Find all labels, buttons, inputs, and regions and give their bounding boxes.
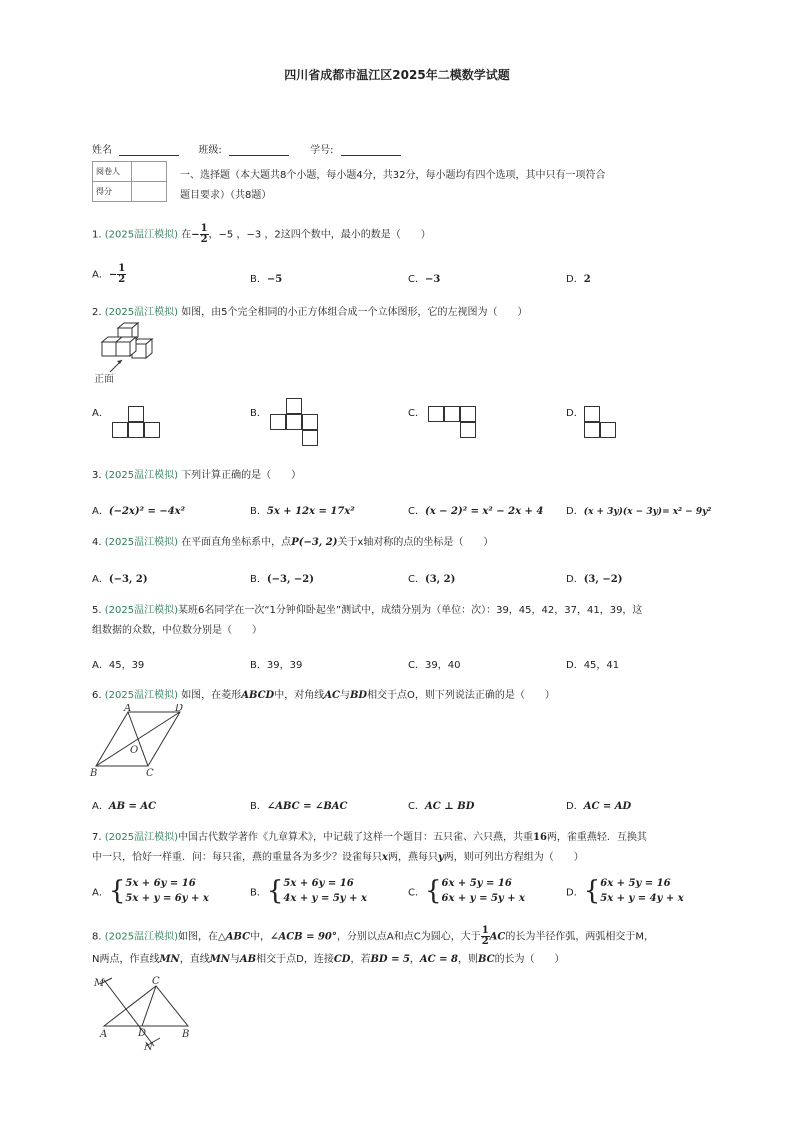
- q1-rest: ，−5 ，−3 ，2这四个数中，最小的数是（ ）: [208, 229, 431, 241]
- q4-option-d[interactable]: [566, 570, 622, 585]
- q1-c-label: C．: [408, 274, 425, 285]
- q2-text: 如图，由5个完全相同的小正方体组合成一个立体图形，它的左视图为（ ）: [181, 307, 528, 318]
- q4-point: P(−3, 2): [291, 537, 338, 548]
- q8-line2-m1: ，直线: [179, 953, 210, 965]
- q8-line2-m4: ，若: [350, 953, 371, 965]
- q7-b-label: B．: [250, 887, 267, 899]
- q3-a-expr: (−2x)² = −4x²: [108, 506, 186, 517]
- q2-b-grid: [270, 398, 322, 448]
- q8-label-b: B: [182, 1029, 190, 1040]
- q6-post: 相交于点O，则下列说法正确的是（ ）: [367, 690, 555, 701]
- q1-frac-den: 2: [200, 234, 208, 245]
- q1-b-label: B．: [250, 274, 267, 285]
- q7-x: x: [382, 852, 388, 863]
- q1-option-b[interactable]: [250, 270, 282, 285]
- q8-mid1: 中，: [250, 931, 271, 943]
- q3-option-d[interactable]: [566, 502, 711, 517]
- q2-a-label: A．: [92, 408, 109, 419]
- id-label: 学号:: [310, 145, 334, 156]
- q8-number: 8.: [92, 931, 102, 943]
- question-5: [92, 601, 642, 641]
- q2-c-grid: [428, 406, 480, 440]
- q7-a-label: A．: [92, 887, 109, 899]
- q7-d-eq2: 5x + y = 4y + x: [600, 893, 684, 904]
- student-info: [92, 141, 401, 156]
- q6-option-c[interactable]: [408, 797, 474, 812]
- q6-d-expr: AC = AD: [583, 801, 632, 812]
- q6-a-expr: AB = AC: [108, 801, 157, 812]
- q4-a-value: (−3, 2): [108, 574, 148, 585]
- q6-b-label: B．: [250, 801, 267, 812]
- q1-option-d[interactable]: [566, 270, 591, 285]
- q6-rhombus-figure: [88, 704, 198, 778]
- q6-label-a: A: [124, 704, 132, 714]
- q8-line2-m5: ，: [409, 953, 420, 965]
- q4-option-b[interactable]: [250, 570, 314, 585]
- reviewer-label: 阅卷人: [93, 162, 132, 182]
- q4-c-value: (3, 2): [424, 574, 456, 585]
- q8-frac-den: 2: [481, 936, 489, 947]
- q6-shape: ABCD: [241, 690, 275, 701]
- q8-cd: CD: [333, 953, 351, 965]
- class-blank[interactable]: [229, 145, 289, 156]
- q3-d-expr: (x + 3y)(x − 3y)= x² − 9y²: [583, 507, 712, 517]
- score-label: 得分: [93, 182, 132, 202]
- q6-mid2: 与: [339, 690, 350, 701]
- q4-b-value: (−3, −2): [266, 574, 314, 585]
- q6-label-b: B: [90, 768, 98, 778]
- q1-option-a[interactable]: [92, 264, 126, 285]
- q8-abc: ABC: [225, 931, 251, 943]
- q6-c-expr: AC ⊥ BD: [424, 801, 475, 812]
- q2-c-label: C．: [408, 408, 425, 419]
- q8-line2-post: 的长为（ ）: [494, 953, 565, 965]
- page-title: 四川省成都市温江区2025年二模数学试题: [284, 68, 510, 82]
- q8-label-a: A: [100, 1029, 108, 1040]
- q7-a-eq2: 5x + y = 6y + x: [125, 893, 209, 904]
- q5-option-b[interactable]: B．39，39: [250, 660, 303, 671]
- q7-number: 7.: [92, 832, 102, 843]
- q5-line-2: 组数据的众数，中位数分别是（ ）: [92, 625, 262, 636]
- q7-a-eq1: 5x + 6y = 16: [125, 878, 196, 889]
- q1-number: 1.: [92, 229, 102, 241]
- q7-line1-pre: 中国古代数学著作《九章算术》，中记载了这样一个题目：五只雀、六只燕，共重: [178, 832, 533, 843]
- q3-c-expr: (x − 2)² = x² − 2x + 4: [424, 506, 544, 517]
- question-1: [92, 224, 431, 246]
- q6-option-b[interactable]: [250, 797, 348, 812]
- q6-a-label: A．: [92, 801, 109, 812]
- q8-ac: AC: [489, 931, 506, 943]
- name-label: 姓名: [92, 145, 112, 156]
- q1-a-num: 1: [118, 263, 126, 274]
- q3-c-label: C．: [408, 506, 425, 517]
- q1-b-value: −5: [266, 274, 283, 285]
- q4-c-label: C．: [408, 574, 425, 585]
- q1-a-fraction: [117, 264, 126, 285]
- q6-d-label: D．: [566, 801, 584, 812]
- q4-option-c[interactable]: [408, 570, 455, 585]
- q2-option-d[interactable]: [566, 404, 584, 419]
- q6-label-o: O: [130, 745, 139, 756]
- q7-line2-post: 两，则可列出方程组为（ ）: [443, 852, 584, 863]
- q4-b-label: B．: [250, 574, 267, 585]
- q6-b-expr: ∠ABC = ∠BAC: [266, 801, 348, 812]
- q3-option-a[interactable]: [92, 502, 185, 517]
- score-table: [92, 161, 167, 202]
- q8-label-m: M: [94, 978, 105, 989]
- q2-d-grid: [584, 406, 618, 440]
- q8-mn2: MN: [209, 953, 230, 965]
- q5-option-d[interactable]: D．45，41: [566, 660, 620, 671]
- q1-c-value: −3: [424, 274, 441, 285]
- q2-b-label: B．: [250, 408, 267, 419]
- q5-source: (2025温江模拟): [104, 605, 178, 616]
- q7-c-eq2: 6x + y = 5y + x: [441, 893, 526, 904]
- q5-line-1: 某班6名同学在一次“1分钟仰卧起坐”测试中，成绩分别为（单位：次）：39，45，42，37，41，39，这: [178, 605, 643, 616]
- q7-line1-post: 两，雀重燕轻．互换其: [546, 832, 647, 843]
- q7-c-eq1: 6x + 5y = 16: [441, 878, 512, 889]
- q8-frac-num: 1: [481, 925, 489, 936]
- q3-a-label: A．: [92, 506, 109, 517]
- q6-option-d[interactable]: [566, 797, 631, 812]
- q4-a-label: A．: [92, 574, 109, 585]
- q6-c-label: C．: [408, 801, 425, 812]
- q7-line2-mid: 两，燕每只: [387, 852, 438, 863]
- q8-bd: BD = 5: [370, 953, 410, 965]
- q8-mid2: ，分别以点A和点C为圆心，大于: [336, 931, 481, 943]
- q4-source: (2025温江模拟): [104, 537, 178, 548]
- q4-option-a[interactable]: [92, 570, 148, 585]
- reviewer-cell: [132, 162, 167, 182]
- question-4: [92, 533, 493, 553]
- q7-source: (2025温江模拟): [104, 832, 178, 843]
- q6-mid1: 中，对角线: [274, 690, 325, 701]
- q1-a-neg: −: [108, 269, 118, 281]
- q8-line2-m3: 相交于点D，连接: [256, 953, 334, 965]
- q1-neg: −: [191, 229, 200, 241]
- q8-angle: ∠ACB = 90°: [270, 931, 337, 943]
- q8-line2-m6: ，则: [457, 953, 478, 965]
- q3-b-label: B．: [250, 506, 267, 517]
- question-3: [92, 466, 301, 486]
- q2-option-a[interactable]: [92, 404, 109, 419]
- q2-d-label: D．: [566, 408, 584, 419]
- q3-option-c[interactable]: [408, 502, 543, 517]
- q5-option-c[interactable]: C．39，40: [408, 660, 461, 671]
- q6-label-c: C: [146, 768, 154, 778]
- q7-b-eq2: 4x + y = 5y + x: [283, 893, 367, 904]
- q8-bc: BC: [477, 953, 495, 965]
- q7-option-c[interactable]: C．{ 6x + 5y = 16 6x + y = 5y + x: [408, 876, 526, 906]
- q8-line2-pre: N两点，作直线: [92, 953, 160, 965]
- section-heading: [180, 166, 605, 206]
- q1-a-label: A．: [92, 269, 109, 281]
- q5-option-a[interactable]: A．45，39: [92, 660, 145, 671]
- question-6: [92, 686, 555, 706]
- q3-number: 3.: [92, 470, 102, 481]
- q3-text: 下列计算正确的是（ ）: [181, 470, 302, 481]
- q6-label-d: D: [175, 704, 184, 714]
- q7-option-a[interactable]: A．{ 5x + 6y = 16 5x + y = 6y + x: [92, 876, 209, 906]
- q8-ac8: AC = 8: [419, 953, 458, 965]
- q7-d-label: D．: [566, 887, 584, 899]
- score-cell: [132, 182, 167, 202]
- q8-post1: 的长为半径作弧，两弧相交于M，: [505, 931, 655, 943]
- q8-label-n: N: [144, 1042, 153, 1053]
- q6-number: 6.: [92, 690, 102, 701]
- q7-line2-pre: 中一只，恰好一样重．问：每只雀，燕的重量各为多少？设雀每只: [92, 852, 382, 863]
- question-8: [92, 926, 654, 971]
- q1-a-den: 2: [118, 274, 126, 285]
- q1-d-value: 2: [583, 274, 591, 285]
- q1-fraction: [200, 224, 209, 245]
- name-blank[interactable]: [119, 145, 179, 156]
- q7-option-d[interactable]: D．{ 6x + 5y = 16 5x + y = 4y + x: [566, 876, 684, 906]
- class-label: 班级:: [198, 145, 222, 156]
- q2-number: 2.: [92, 307, 102, 318]
- q2-option-c[interactable]: [408, 404, 425, 419]
- q6-source: (2025温江模拟): [104, 690, 178, 701]
- q2-source: (2025温江模拟): [104, 307, 178, 318]
- q1-frac-num: 1: [200, 223, 208, 234]
- q8-mn: MN: [159, 953, 180, 965]
- q3-b-expr: 5x + 12x = 17x²: [266, 506, 355, 517]
- q8-source: (2025温江模拟): [104, 931, 178, 943]
- q8-fraction: [481, 926, 490, 947]
- q3-source: (2025温江模拟): [104, 470, 178, 481]
- q8-ab: AB: [239, 953, 257, 965]
- q8-pre: 如图，在: [178, 931, 218, 943]
- q8-label-d: D: [138, 1028, 147, 1039]
- q8-line2-m2: 与: [229, 953, 240, 965]
- q1-pre: 在: [181, 229, 192, 241]
- q1-option-c[interactable]: [408, 270, 440, 285]
- id-blank[interactable]: [341, 145, 401, 156]
- q1-source: (2025温江模拟): [104, 229, 178, 241]
- q6-pre: 如图，在菱形: [181, 690, 242, 701]
- q4-d-value: (3, −2): [583, 574, 623, 585]
- q8-triangle-symbol: △: [218, 931, 226, 943]
- q2-cube-figure: [92, 320, 162, 388]
- q6-bd: BD: [349, 690, 368, 701]
- q5-number: 5.: [92, 605, 102, 616]
- q7-weight: 16: [533, 832, 547, 843]
- q7-option-b[interactable]: B．{ 5x + 6y = 16 4x + y = 5y + x: [250, 876, 367, 906]
- q7-y: y: [437, 852, 444, 863]
- q1-d-label: D．: [566, 274, 584, 285]
- q4-number: 4.: [92, 537, 102, 548]
- q2-option-b[interactable]: [250, 404, 267, 419]
- q4-pre: 在平面直角坐标系中，点: [181, 537, 292, 548]
- q2-front-label: 正面: [94, 374, 114, 385]
- q4-post: 关于x轴对称的点的坐标是（ ）: [337, 537, 494, 548]
- q8-triangle-figure: [92, 974, 202, 1054]
- q3-d-label: D．: [566, 506, 584, 517]
- q7-b-eq1: 5x + 6y = 16: [283, 878, 354, 889]
- q6-option-a[interactable]: [92, 797, 156, 812]
- section-line-2: 题目要求）（共8题）: [180, 190, 272, 201]
- q8-label-c: C: [152, 976, 160, 987]
- question-7: [92, 828, 647, 868]
- q7-c-label: C．: [408, 887, 425, 899]
- q3-option-b[interactable]: [250, 502, 355, 517]
- section-line-1: 一、选择题（本大题共8个小题，每小题4分，共32分，每小题均有四个选项，其中只有一项符合: [180, 170, 606, 181]
- q4-d-label: D．: [566, 574, 584, 585]
- q6-ac: AC: [324, 690, 340, 701]
- q2-a-grid: [112, 406, 162, 440]
- q7-d-eq1: 6x + 5y = 16: [600, 878, 671, 889]
